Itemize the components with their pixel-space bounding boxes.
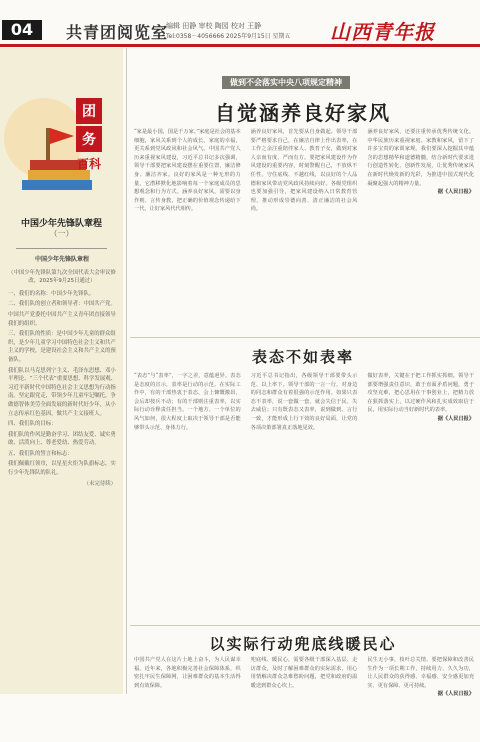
section-divider bbox=[130, 625, 480, 626]
article3-body bbox=[134, 656, 474, 736]
sidebar-paragraph: 我们队的作风是勤奋学习、团结友爱、诚实勇敢、活泼向上、尊老爱幼、热爱劳动。 bbox=[8, 431, 116, 447]
sidebar-title: 中国少年先锋队章程 bbox=[20, 219, 102, 229]
sidebar bbox=[0, 48, 123, 694]
article1-column: 涵养良好家风，还要注重传承优秀传统文化。中华民族历来重视家庭、家教和家风，留下了许多宝贵的家训家规。我们要深入挖掘其中蕴含的思想精华和道德精髓，结合新时代要求进行创造性转化、创新性发展，让优秀传统家风在新时代焕发新的光彩，为推进中国式现代化凝聚起强大的精神力量。 bbox=[367, 129, 474, 187]
sidebar-body bbox=[8, 256, 116, 490]
sidebar-paragraph: 二、我们队的创立者和领导者：中国共产党。 bbox=[8, 301, 116, 308]
books-illustration bbox=[0, 88, 123, 210]
sidebar-paragraph: 五、我们队的誓言和标志： bbox=[8, 450, 73, 457]
newspaper-logo: 山西青年报 bbox=[330, 20, 435, 44]
article3-column: 兜底线、暖民心，需要各级干部深入基层、走访群众，及时了解困难群众的实际需求，用心用情解决群众急难愁盼问题，把党和政府的温暖送到群众心坎上。 bbox=[250, 657, 358, 689]
article2-column: 习近平总书记指出，各级领导干部要带头示范、以上率下。领导干部的一言一行，对身边的同志和群众有着很强的示范作用。如果只表态不表率，说一套做一套，就会失信于民、失去威信；只有既表态又表率，说到做到、言行一致，才能形成上行下效的良好局面，让党的各项决策部署真正落地见效。 bbox=[250, 373, 358, 431]
sidebar-paragraph: 一、我们的名称：中国少年先锋队。 bbox=[8, 290, 95, 297]
page-header bbox=[0, 0, 480, 44]
article3-column: 中国共产党人在这片土地上奋斗，为人民谋幸福。近年来，各地积极完善社会保障体系，织密扎牢民生保障网，让困难群众的基本生活得到有效保障。 bbox=[134, 657, 241, 689]
article2-body bbox=[134, 372, 474, 620]
sidebar-paragraph: 四、我们队的目标： bbox=[8, 421, 57, 428]
article3-title: 以实际行动兜底线暖民心 bbox=[209, 635, 397, 653]
article2-column: “表态”与“表率”，一字之差，意蕴迥异。表态是态度的宣示，表率是行动的示范。在实际工作中，有的干部热衷于表态，会上慷慨激昂，会后却按兵不动；有的干部则注重表率，以实际行动诠释责任担当。一个地方、一个单位的风气如何，很大程度上取决于领导干部是否能够带头示范、身体力行。 bbox=[134, 373, 241, 431]
article2-title: 表态不如表率 bbox=[251, 348, 354, 366]
sidebar-paragraph: 我们队以马克思列宁主义、毛泽东思想、邓小平理论、“三个代表”重要思想、科学发展观、习近平新时代中国特色社会主义思想为行动指南。坚定跟党走，带领少年儿童牢记嘱托，争做德智体美劳全面发展的新时代好少年，从小立志传承红色基因，做共产主义接班人。 bbox=[8, 367, 117, 417]
article3-source: 据《人民日报》 bbox=[437, 691, 474, 698]
sidebar-subtitle: （一） bbox=[49, 229, 74, 238]
article1-source: 据《人民日报》 bbox=[437, 189, 474, 196]
sidebar-paragraph: 中国共产党委托中国共产主义青年团直接领导我们的组织。 bbox=[8, 311, 116, 327]
article3-column: 民生无小事，枝叶总关情。要把保障和改善民生作为一项长期工作，持续用力、久久为功，让人民群众的获得感、幸福感、安全感更加充实、更有保障、更可持续。 bbox=[367, 657, 474, 689]
article2-column: 做好表率，关键在于把工作抓实抓细。领导干部要增强责任意识，敢于直面矛盾问题，勇于攻坚克难，把心思用在干事创业上，把精力放在狠抓落实上，以过硬作风和扎实成效取信于民，用实际行动当好新时代的表率。 bbox=[367, 373, 474, 414]
book-bottom bbox=[22, 180, 92, 190]
sidebar-paragraph: 我们佩戴红领巾，以星星火炬为队旗标志，实行少年先锋队的队礼。 bbox=[8, 461, 116, 477]
column-title: 共青团阅览室 bbox=[66, 23, 169, 42]
article1-title: 自觉涵养良好家风 bbox=[215, 101, 391, 125]
editor-credits: 编辑 田静 审校 陶园 校对 王静 bbox=[166, 22, 262, 30]
contact-date: Tel:0358－4056666 2025年9月15日 星期五 bbox=[166, 33, 291, 40]
badge-char-3: 百科 bbox=[76, 157, 102, 171]
article1-kicker: 做到不会落实中央八项规定精神 bbox=[222, 76, 350, 89]
article2-source: 据《人民日报》 bbox=[437, 415, 474, 422]
sidebar-paragraph: 三、我们队的性质：是中国少年儿童的群众组织，是少年儿童学习中国特色社会主义和共产主义的学校，是建设社会主义和共产主义的预备队。 bbox=[8, 331, 116, 363]
sidebar-continued: （未完待续） bbox=[83, 480, 116, 487]
header-rule bbox=[0, 44, 480, 47]
article1-column: 涵养良好家风，首先要从自身做起。领导干部要严格要求自己，在廉洁自律上作出表率，在工作之余注重陪伴家人、教育子女，做到对家人亲而有度、严而有方。要把家风建设作为作风建设的重要内容，时刻警醒自己，不放纵不任性，守住底线、不越红线，以良好的个人品德和家风带动党风政风持续向好。各级党组织也要加强引导，把家风建设纳入日常教育管理，推动形成崇德向善、清正廉洁的社会风尚。 bbox=[250, 129, 358, 213]
section-divider bbox=[130, 337, 480, 338]
sidebar-divider bbox=[16, 248, 107, 249]
book-middle bbox=[28, 170, 90, 180]
column-separator bbox=[126, 48, 127, 694]
sidebar-heading: 中国少年先锋队章程 bbox=[34, 256, 89, 263]
flag-pole bbox=[46, 128, 50, 160]
page-number: 04 bbox=[2, 20, 42, 40]
sidebar-note: （中国少年先锋队第九次全国代表大会审议修改，2025年9月25日通过） bbox=[8, 269, 116, 285]
article1-column: “家是最小国，国是千万家。”家庭是社会的基本细胞，家风关系到个人的成长、家庭的幸福，更关系到党风政风和社会风气。中国共产党人历来重视家风建设，习近平总书记多次强调，领导干部要把家风建设摆在重要位置，廉洁修身、廉洁齐家。良好的家风是一种无形的力量，它潜移默化地影响着每一个家庭成员的思想观念和行为方式。涵养良好家风，需要以身作则、言传身教，把正确的价值观念传递给下一代，让好家风代代相传。 bbox=[134, 129, 241, 213]
badge-char-1: 团 bbox=[82, 104, 96, 120]
article1-body bbox=[134, 128, 474, 330]
badge-char-2: 务 bbox=[82, 132, 96, 148]
